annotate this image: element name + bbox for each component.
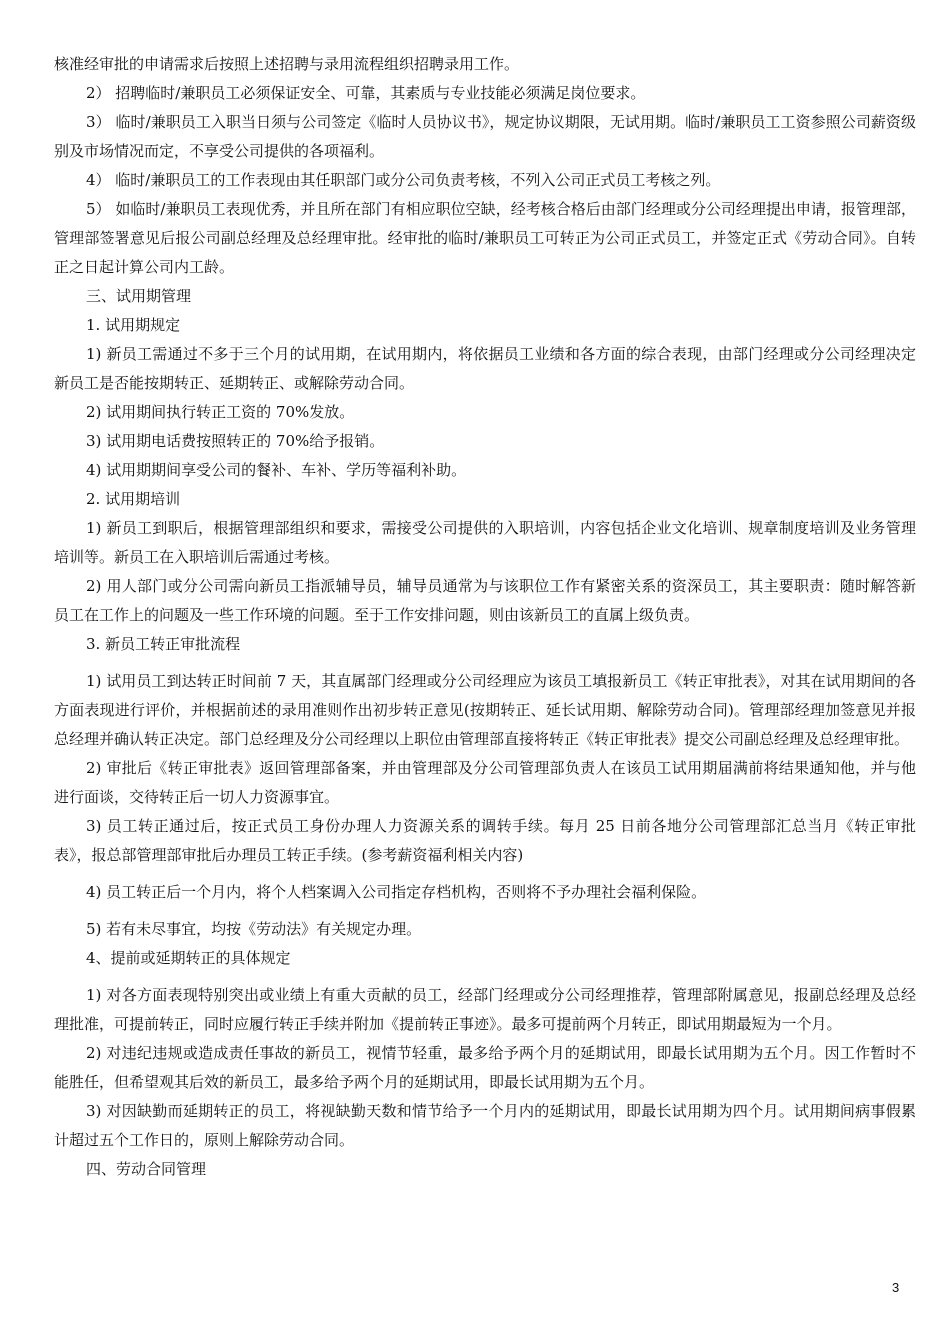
paragraph: 核准经审批的申请需求后按照上述招聘与录用流程组织招聘录用工作。 bbox=[54, 55, 520, 73]
page-number: 3 bbox=[892, 1280, 900, 1295]
paragraph: 3) 员工转正通过后，按正式员工身份办理人力资源关系的调转手续。每月 25 日前各地分公司管理部汇总当月《转正审批表》，报总部管理部审批后办理员工转正手续。(参考薪资福利相关内容) bbox=[54, 817, 916, 864]
paragraph: 1) 新员工需通过不多于三个月的试用期，在试用期内，将依据员工业绩和各方面的综合表现，由部门经理或分公司经理决定新员工是否能按期转正、延期转正、或解除劳动合同。 bbox=[54, 345, 916, 392]
paragraph: 3. 新员工转正审批流程 bbox=[86, 635, 241, 653]
paragraph: 2) 审批后《转正审批表》返回管理部备案，并由管理部及分公司管理部负责人在该员工试用期届满前将结果通知他，并与他进行面谈，交待转正后一切人力资源事宜。 bbox=[54, 759, 916, 806]
paragraph: 4) 试用期期间享受公司的餐补、车补、学历等福利补助。 bbox=[86, 461, 467, 479]
paragraph: 2) 试用期间执行转正工资的 70%发放。 bbox=[86, 403, 355, 421]
paragraph: 4） 临时/兼职员工的工作表现由其任职部门或分公司负责考核，不列入公司正式员工考核之列。 bbox=[86, 171, 721, 189]
paragraph: 三、试用期管理 bbox=[86, 287, 192, 305]
paragraph: 四、劳动合同管理 bbox=[86, 1160, 207, 1178]
paragraph: 1) 对各方面表现特别突出或业绩上有重大贡献的员工，经部门经理或分公司经理推荐，管理部附属意见，报副总经理及总经理批准，可提前转正，同时应履行转正手续并附加《提前转正事迹》。最多可提前两个月转正，即试用期最短为一个月。 bbox=[54, 986, 916, 1033]
paragraph: 1) 新员工到职后，根据管理部组织和要求，需接受公司提供的入职培训，内容包括企业文化培训、规章制度培训及业务管理培训等。新员工在入职培训后需通过考核。 bbox=[54, 519, 916, 566]
paragraph: 3) 对因缺勤而延期转正的员工，将视缺勤天数和情节给予一个月内的延期试用，即最长试用期为四个月。试用期间病事假累计超过五个工作日的，原则上解除劳动合同。 bbox=[54, 1102, 916, 1149]
paragraph: 5) 若有未尽事宜，均按《劳动法》有关规定办理。 bbox=[86, 920, 422, 938]
document-body bbox=[54, 50, 916, 1184]
paragraph: 2. 试用期培训 bbox=[86, 490, 181, 508]
paragraph: 4) 员工转正后一个月内，将个人档案调入公司指定存档机构，否则将不予办理社会福利保险。 bbox=[86, 883, 707, 901]
paragraph: 4、提前或延期转正的具体规定 bbox=[86, 949, 291, 967]
paragraph: 5） 如临时/兼职员工表现优秀，并且所在部门有相应职位空缺，经考核合格后由部门经理或分公司经理提出申请，报管理部，管理部签署意见后报公司副总经理及总经理审批。经审批的临时/兼职员工可转正为公司正式员工，并签定正式《劳动合同》。自转正之日起计算公司内工龄。 bbox=[54, 200, 916, 276]
paragraph: 2） 招聘临时/兼职员工必须保证安全、可靠，其素质与专业技能必须满足岗位要求。 bbox=[86, 84, 646, 102]
paragraph: 1) 试用员工到达转正时间前 7 天，其直属部门经理或分公司经理应为该员工填报新员工《转正审批表》，对其在试用期间的各方面表现进行评价，并根据前述的录用准则作出初步转正意见(按期转正、延长试用期、解除劳动合同)。管理部经理加签意见并报总经理并确认转正决定。部门总经理及分公司经理以上职位由管理部直接将转正《转正审批表》提交公司副总经理及总经理审批。 bbox=[54, 672, 916, 748]
paragraph: 3) 试用期电话费按照转正的 70%给予报销。 bbox=[86, 432, 385, 450]
paragraph: 2) 对违纪违规或造成责任事故的新员工，视情节轻重，最多给予两个月的延期试用，即最长试用期为五个月。因工作暂时不能胜任，但希望观其后效的新员工，最多给予两个月的延期试用，即最长试用期为五个月。 bbox=[54, 1044, 916, 1091]
paragraph: 1. 试用期规定 bbox=[86, 316, 181, 334]
paragraph: 2) 用人部门或分公司需向新员工指派辅导员，辅导员通常为与该职位工作有紧密关系的资深员工，其主要职责：随时解答新员工在工作上的问题及一些工作环境的问题。至于工作安排问题，则由该新员工的直属上级负责。 bbox=[54, 577, 916, 624]
paragraph: 3） 临时/兼职员工入职当日须与公司签定《临时人员协议书》，规定协议期限，无试用期。临时/兼职员工工资参照公司薪资级别及市场情况而定，不享受公司提供的各项福利。 bbox=[54, 113, 916, 160]
